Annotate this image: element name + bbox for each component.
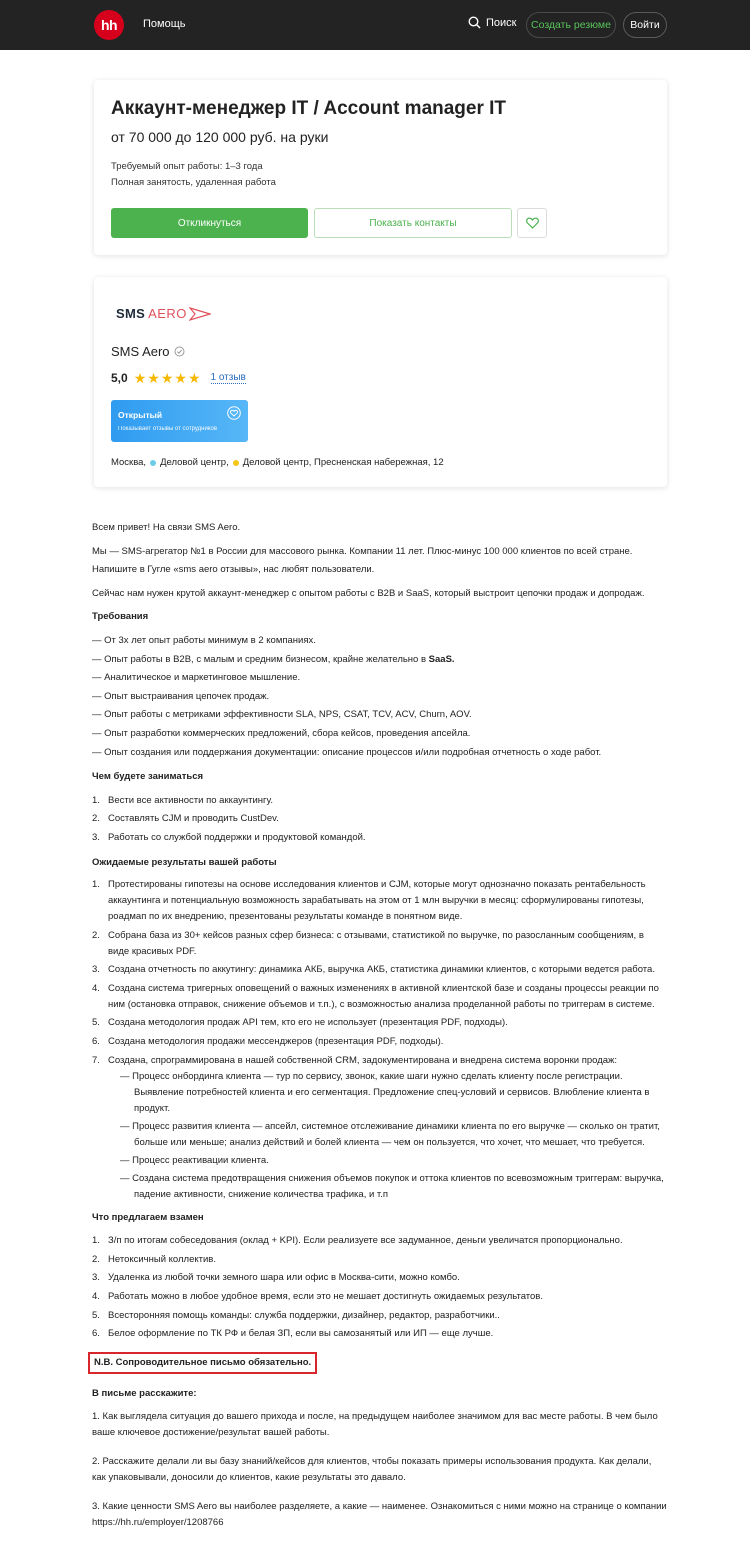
top-navbar [0, 0, 750, 50]
sublist-item: — Процесс реактивации клиента. [120, 1153, 667, 1169]
address-city: Москва, [111, 457, 147, 468]
company-address [111, 457, 444, 468]
star-icon: ★ [187, 370, 201, 386]
list-item-text: Белое оформление по ТК РФ и белая ЗП, если вы самозанятый или ИП — еще лучше. [108, 1328, 494, 1340]
list-item: 2. Собрана база из 30+ кейсов разных сфер бизнеса: с отзывами, статистикой по выручке, по разосланным сообщениям, в виде красивых PDF. [92, 929, 644, 957]
list-item-text: Собрана база из 30+ кейсов разных сфер бизнеса: с отзывами, статистикой по выручке, по разосланным сообщениям, в виде красивых PDF. [108, 929, 644, 957]
metro-dot-blue [150, 460, 156, 466]
list-item: — Опыт работы с метриками эффективности SLA, NPS, CSAT, TCV, ACV, Churn, AOV. [92, 706, 667, 725]
company-rating [111, 371, 246, 385]
list-item: 2. Нетоксичный коллектив. [92, 1253, 216, 1265]
sublist-item: — Создана система предотвращения снижения объемов покупок и оттока клиентов по всевозможным триггерам: выручка, падение активности, снижение количества трафика, и т.п [120, 1171, 667, 1203]
search-label: Поиск [486, 16, 517, 29]
letter-point: 2. Расскажите делали ли вы базу знаний/кейсов для клиентов, чтобы показать примеры использования продукта. Как делали, как упаковывали, доносили до клиентов, какие результаты это давало. [92, 1456, 652, 1483]
list-item-bold: SaaS. [428, 653, 455, 665]
list-item: — От 3х лет опыт работы минимум в 2 компаниях. [92, 632, 667, 651]
requirements-list [92, 632, 667, 762]
show-contacts-button[interactable]: Показать контакты [314, 208, 512, 238]
duties-heading: Чем будете заниматься [92, 771, 204, 783]
list-item: 3. Создана отчетность по аккутингу: динамика АКБ, выручка АКБ, статистика динамики клиентов, с которыми ведется работа. [92, 964, 655, 976]
apply-button[interactable]: Откликнуться [111, 208, 308, 238]
list-item-text: Работать можно в любое удобное время, если это не мешает достигнуть ожидаемых результатов. [108, 1291, 543, 1303]
letter-heading: В письме расскажите: [92, 1388, 197, 1400]
desc-paragraph: Сейчас нам нужен крутой аккаунт-менеджер с опытом работы с B2B и SaaS, который выстроит цепочки продаж и допродаж. [92, 587, 645, 599]
create-resume-button[interactable]: Создать резюме [526, 12, 616, 38]
vacancy-title: Аккаунт-менеджер IT / Account manager IT [111, 98, 507, 119]
star-icon: ★ [174, 370, 187, 386]
results-heading: Ожидаемые результаты вашей работы [92, 856, 277, 868]
verified-icon [174, 346, 185, 357]
cover-letter-note: N.B. Сопроводительное письмо обязательно. [88, 1352, 317, 1375]
list-item-text: Нетоксичный коллектив. [108, 1253, 216, 1265]
list-item: 4. Работать можно в любое удобное время, если это не мешает достигнуть ожидаемых результатов. [92, 1291, 543, 1303]
desc-paragraph: Всем привет! На связи SMS Aero. [92, 522, 241, 533]
list-item [92, 651, 667, 670]
help-link[interactable]: Помощь [143, 18, 186, 30]
requirements-heading: Требования [92, 611, 149, 623]
address-metro-1: Деловой центр, [160, 457, 229, 468]
list-item: 5. Создана методология продаж API тем, кто его не использует (презентация PDF, подходы). [92, 1017, 508, 1029]
list-item-text: Всесторонняя помощь команды: служба поддержки, дизайнер, редактор, разработчики.. [108, 1309, 500, 1321]
list-item: 5. Всесторонняя помощь команды: служба поддержки, дизайнер, редактор, разработчики.. [92, 1309, 500, 1321]
heart-icon [526, 217, 539, 229]
login-button[interactable]: Войти [623, 12, 667, 38]
hh-logo[interactable]: hh [94, 10, 124, 40]
offer-list [92, 1232, 667, 1344]
company-logo[interactable] [116, 306, 211, 321]
search-icon [468, 16, 481, 29]
list-item-text: Создана методология продажи мессенджеров (презентация PDF, подходы). [108, 1036, 444, 1048]
list-item: 6. Создана методология продажи мессенджеров (презентация PDF, подходы). [92, 1036, 444, 1048]
vacancy-salary: от 70 000 до 120 000 руб. на руки [111, 129, 329, 145]
list-item: 4. Создана система тригерных оповещений о важных изменениях в активной клиентской базе и созданы процессы реакции по ним (остановка отправок, снижение объемов и т.п.), с возможностью анализа проделанной работы по триггерам в системе. [92, 982, 659, 1010]
star-icon: ★ [147, 370, 160, 386]
open-employer-badge[interactable] [111, 400, 248, 442]
list-item: — Опыт разработки коммерческих предложений, сбора кейсов, проведения апсейла. [92, 725, 667, 744]
list-item-text: Создана методология продаж API тем, кто его не использует (презентация PDF, подходы). [108, 1017, 508, 1029]
company-name[interactable] [111, 344, 185, 359]
list-item: 1. З/п по итогам собеседования (оклад + KPI). Если реализуете все задуманное, деньги увеличатся пропорционально. [92, 1235, 623, 1247]
letter-point: 1. Как выглядела ситуация до вашего прихода и после, на предыдущем наиболее значимом для вас месте работы. В чем было ваше ключевое достижение/результат вашей работы. [92, 1411, 658, 1438]
offer-heading: Что предлагаем взамен [92, 1211, 204, 1223]
list-item: 1. Протестированы гипотезы на основе исследования клиентов и CJM, которые могут однозначно показать рентабельность аккаунтинга и потенциальную возможность зарабатывать на этом от 1 млн выручки в месяц: сформулированы гипотезы, роадмап по их внедрению, презентованы результаты команде в понятном виде. [92, 879, 646, 923]
list-item: 3. Удаленка из любой точки земного шара или офис в Москва-сити, можно комбо. [92, 1272, 460, 1284]
duties-list [92, 792, 667, 848]
results-sublist [108, 1069, 667, 1203]
list-item-text: Создана система тригерных оповещений о важных изменениях в активной клиентской базе и созданы процессы реакции по ним (остановка отправок, снижение объемов и т.п.), с возможностью анализа проделанной работы по триггерам в системе. [108, 982, 659, 1010]
desc-paragraph: Мы — SMS-агрегатор №1 в России для массового рынка. Компании 11 лет. Плюс-минус 100 000 клиентов по всей стране. Напишите в Гугле «sms aero отзывы», нас любят пользователи. [92, 545, 633, 576]
list-item-text: Создана, спрограммирована в нашей собственной CRM, задокументирована и внедрена система воронки продаж: [108, 1054, 618, 1066]
list-item: 3. Работать со службой поддержки и продуктовой командой. [92, 831, 366, 843]
list-item-text: Работать со службой поддержки и продуктовой командой. [108, 831, 366, 843]
list-item-text: З/п по итогам собеседования (оклад + KPI). Если реализуете все задуманное, деньги увеличатся пропорционально. [108, 1235, 623, 1247]
rating-value: 5,0 [111, 371, 128, 385]
favorite-button[interactable] [517, 208, 547, 238]
sublist-item: — Процесс онбординга клиента — тур по сервису, звонок, какие шаги нужно сделать клиенту после регистрации. Выявление потребностей клиента и его сегментация. Предложение спец-условий и сервисов. Влюбление клиента в продукт. [120, 1069, 667, 1117]
list-item: 2. Составлять CJM и проводить CustDev. [92, 813, 279, 825]
address-metro-2: Деловой центр, Пресненская набережная, 12 [242, 457, 444, 468]
star-icon: ★ [133, 370, 147, 386]
letter-point: 3. Какие ценности SMS Aero вы наиболее разделяете, а какие — наименее. Ознакомиться с ними можно на странице о компании https://hh.ru/employer/1208766 [92, 1501, 667, 1528]
list-item: 7. Создана, спрограммирована в нашей собственной CRM, задокументирована и внедрена система воронки продаж: — Процесс онбординга клиента — тур по сервису, звонок, какие шаги нужно сделать клиенту после регистрации. Выявление потребностей клиента и его сегментация. Предложение спец-условий и сервисов. Влюбление клиента в продукт. — Процесс развития клиента — апсейл, системное отслеживание динамики клиента по его выручке — сколько он тратит, больше или меньше; анализ действий и болей клиента — чем он пользуется, что хочет, что мешает, что требуется. — Процесс реактивации клиента. — Создана система предотвращения снижения объемов покупок и оттока клиентов по всевозможным триггерам: выручка, падение активности, снижение количества трафика, и т.п [92, 1053, 667, 1203]
list-item-text: Опыт работы в B2B, с малым и средним бизнесом, крайне желательно в [104, 653, 429, 665]
vacancy-description [92, 519, 667, 1544]
employment-text: Полная занятость, удаленная работа [111, 177, 276, 188]
metro-dot-yellow [233, 460, 239, 466]
reviews-link[interactable]: 1 отзыв [210, 372, 246, 383]
list-item: 6. Белое оформление по ТК РФ и белая ЗП, если вы самозанятый или ИП — еще лучше. [92, 1328, 494, 1340]
company-card [94, 277, 667, 487]
logo-aero-text: AERO [148, 306, 187, 321]
paper-plane-icon [189, 307, 211, 321]
list-item-text: Удаленка из любой точки земного шара или офис в Москва-сити, можно комбо. [108, 1272, 460, 1284]
heart-badge-icon [227, 406, 241, 420]
company-name-text: SMS Aero [111, 344, 170, 359]
list-item-text: Создана отчетность по аккутингу: динамика АКБ, выручка АКБ, статистика динамики клиентов, с которыми ведется работа. [108, 964, 655, 976]
list-item-text: Составлять CJM и проводить CustDev. [108, 813, 279, 825]
sublist-item: — Процесс развития клиента — апсейл, системное отслеживание динамики клиента по его выручке — сколько он тратит, больше или меньше; анализ действий и болей клиента — чем он пользуется, что хочет, что мешает, что требуется. [120, 1119, 667, 1151]
list-item-text: Протестированы гипотезы на основе исследования клиентов и CJM, которые могут однозначно показать рентабельность аккаунтинга и потенциальную возможность зарабатывать на этом от 1 млн выручки в месяц: сформулированы гипотезы, роадмап по их внедрению, презентованы результаты команде в понятном виде. [108, 879, 646, 923]
results-list [92, 877, 667, 1203]
logo-sms-text: SMS [116, 306, 146, 321]
search-button[interactable] [468, 16, 516, 29]
star-icon: ★ [160, 370, 174, 386]
badge-subtitle: Показывает отзывы от сотрудников [118, 426, 218, 432]
list-item: — Опыт создания или поддержания документации: описание процессов и/или подробная отчетность о ходе работ. [92, 744, 667, 763]
badge-title: Открытый [118, 410, 163, 420]
list-item: — Опыт выстраивания цепочек продаж. [92, 688, 667, 707]
list-item-text: Вести все активности по аккаунтингу. [108, 794, 273, 806]
list-item: — Аналитическое и маркетинговое мышление. [92, 669, 667, 688]
experience-text: Требуемый опыт работы: 1–3 года [111, 161, 263, 172]
vacancy-card [94, 80, 667, 255]
list-item: 1. Вести все активности по аккаунтингу. [92, 794, 273, 806]
